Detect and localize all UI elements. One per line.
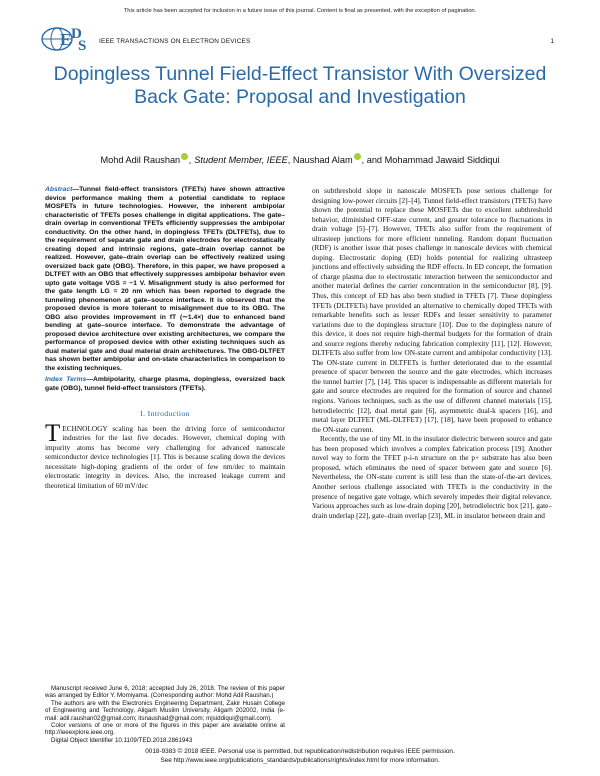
footnote [45, 685, 285, 744]
author-1-role: , Student Member, IEEE [189, 155, 288, 165]
abstract-text: —Tunnel field-effect transistors (TFETs) have shown attractive device performance making them a potential candidate to replace MOSFETs in future technologies. However, the inherent ambipolar characteristic of TFETs poses challenge in digital applications. The gate–drain overlap in conventional TFETs efficiently suppresses the ambipolar conductivity. On the other hand, in dopingless TFETs (DLTFETs), due to the requirement of separate gate and drain electrodes for electrostatically creating doped and intrinsic regions, gate–drain overlap cannot be realized. However, gate–drain overlap can be effectively realized using oversized back gate (OBG). Therefore, in this paper, we have proposed a DLTFET with an OBG that effectively suppresses ambipolar behavior even upto gate voltage VGS = −1 V. Misalignment study is also performed for the gate length LG = 20 nm which has been reported to degrade the tunneling phenomenon at gate–source interface. It is observed that the proposed device is more tolerant to misalignment due to its OBG. The OBG also provides improvement in fT (∼1.4×) due to enhanced band bending at gate–source interface. To demonstrate the advantage of proposed device architecture over existing architectures, we compare the performance of proposed device with other existing techniques such as dual material gate and dual material drain architectures. The OBG-DLTFET has shown better ambipolar and on-state characteristics in comparison to the existing techniques. [45, 186, 285, 372]
intro-paragraph [45, 419, 285, 491]
body-paragraph: Recently, the use of tiny ML in the insulator dielectric between source and gate has been proposed which involves a complex fabrication process [19]. Another novel way to form the TFET p-i-n structure on the p+ substrate has also been proposed, which eliminates the need of spacer between gate and source [6]. Nevertheless, the ON-state current is still less than the state-of-the-art devices. Another serious challenge associated with TFETs is the conductivity in the presence of negative gate voltage, which severely impedes their digital relevance. Various approaches such as low-drain doping [20], hetrodielectric box [21], gate–drain underlap [22], gate–drain overlap [23], ML in insulator between drain and [312, 434, 552, 520]
footnote-manuscript: Manuscript received June 6, 2018; accepted July 26, 2018. The review of this paper was arranged by Editor Y. Momiyama. (Corresponding author: Mohd Adil Raushan.) [45, 685, 285, 700]
orcid-icon[interactable] [354, 153, 361, 160]
index-terms-text: —Ambipolarity, charge plasma, dopingless, oversized back gate (OBG), tunnel field-effect transistors (TFETs). [45, 376, 286, 392]
journal-name: IEEE TRANSACTIONS ON ELECTRON DEVICES [99, 38, 251, 45]
footnote-color: Color versions of one or more of the figures in this paper are available online at http://ieeexplore.ieee.org. [45, 722, 285, 737]
author-separator: , [287, 155, 293, 165]
abstract-label: Abstract [45, 186, 73, 193]
author-separator: , and [361, 155, 385, 165]
right-column [312, 186, 552, 520]
svg-text:E: E [60, 30, 72, 49]
left-column [45, 186, 285, 490]
svg-text:S: S [78, 38, 87, 54]
index-terms-label: Index Terms [45, 376, 87, 383]
copyright-line: 0018-9383 © 2018 IEEE. Personal use is permitted, but republication/redistribution requires IEEE permission. [145, 748, 455, 755]
author-2: Naushad Alam [292, 155, 353, 165]
footnote-affiliation: The authors are with the Electronics Engineering Department, Zakir Husain College of Engineering and Technology, Aligarh Muslim University, Aligarh 202002, India (e-mail: adil.raushan02@gmail.com; itsnaushad@gmail.com; mjsiddiqui@gmail.com). [45, 699, 285, 722]
author-3: Mohammad Jawaid Siddiqui [384, 155, 500, 165]
body-paragraph: on subthreshold slope in nanoscale MOSFETs pose serious challenge for designing low-power circuits [2]–[4]. Tunnel field-effect transistors (TFETs) have shown the potential to replace these MOSFETs due to excellent subthreshold behavior, diminished OFF-state current, and greater tolerance to fluctuations in drain voltage [5]–[7]. However, TFETs also suffer from the requirement of ultrasteep junctions for more efficient tunneling. Random dopant fluctuation (RDF) is another issue that poses challenge in nanoscale devices with chemical doping. Electrostatic doping (ED) holds potential for realizing ultrasteep junctions and effectively subsiding the RDF effects. In ED concept, the formation of charge plasma due to electrostatic interaction between the semiconductor and another material defines the carrier concentration in the semiconductor [8], [9]. Thus, this concept of ED has also been studied in TFETs [7]. These dopingless TFETs (DLTFETs) have provided an alternative to chemically doped TFETs with remarkable benefits such as lesser RDFs and lesser sensitivity to parameter variations due to the dopingless structure [10]. Due to the dopingless nature of this device, it does not require high-thermal budgets for the formation of drain and source regions thereby reducing fabrication complexity [11], [12]. However, DLTFETs also suffer from low ON-state current and ambipolar conductivity [13]. The ON-state current in DLTFETs is further deteriorated due to the essential presence of spacer between the source and the gate electrodes, which increases the tunnel barrier [7], [14]. This spacer is indispensable as different materials for gate and source electrodes are required for the formation of source and channel regions. Various techniques, such as the use of different channel materials [15], hetrodielectric [12], dual metal gate [6], asymmetric dual-k spacers [16], and metal layer DLTFET (ML-DLTFET) [17], [18], have been proposed to enhance the ON-state current. [312, 186, 552, 434]
copyright-footer [0, 748, 600, 765]
abstract [45, 186, 285, 373]
page-number: 1 [550, 38, 554, 45]
drop-cap: T [45, 419, 61, 447]
ieee-logo-icon [40, 22, 94, 56]
svg-text:D: D [71, 26, 82, 42]
paper-title: Dopingless Tunnel Field-Effect Transistor With Oversized Back Gate: Proposal and Investigation [53, 63, 547, 108]
index-terms [45, 376, 285, 393]
permissions-line: See http://www.ieee.org/publications_standards/publications/rights/index.html for more information. [160, 756, 440, 764]
intro-text: ECHNOLOGY scaling has been the driving force of semiconductor industries for the last five decades. However, chemical doping with impurity atoms has become very challenging for advanced nanoscale semiconductor device technologies [1]. This is because scaling down the devices necessitate high-doping gradients of the order of few nm/dec to maintain electrostatic integrity in devices. Also, the increased leakage current and theoretical limitation of 60 mV/dec [45, 423, 285, 490]
section-heading: I. Introduction [140, 409, 190, 418]
orcid-icon[interactable] [181, 153, 188, 160]
acceptance-notice: This article has been accepted for inclusion in a future issue of this journal. Content is final as presented, with the exception of pagination. [123, 8, 477, 14]
author-1: Mohd Adil Raushan [100, 155, 181, 165]
footnote-doi: Digital Object Identifier 10.1109/TED.2018.2861943 [51, 736, 193, 744]
author-list [40, 153, 560, 165]
